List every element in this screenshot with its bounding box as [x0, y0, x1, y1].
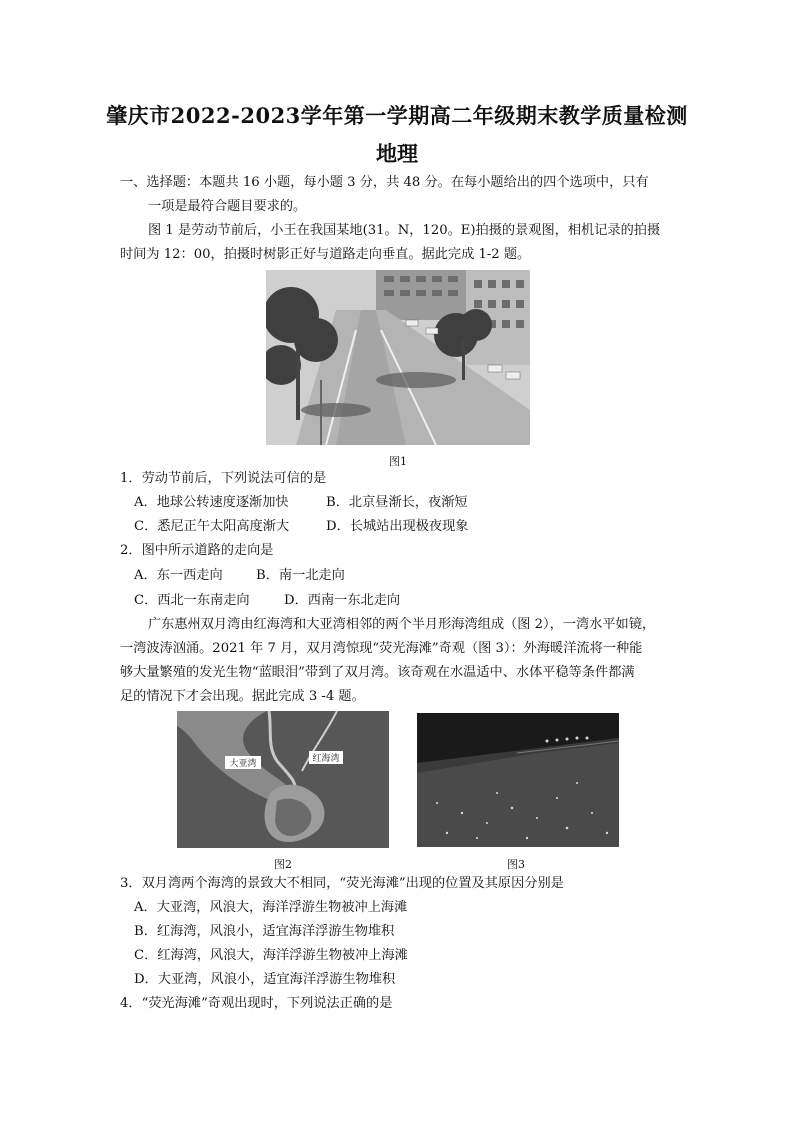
daya-bay-label: 大亚湾 [229, 759, 257, 769]
q1-option-c: C．悉尼正午太阳高度渐大 [134, 519, 290, 534]
q1-option-d: D．长城站出现极夜现象 [326, 519, 469, 534]
q2-option-c: C．西北一东南走向 [134, 593, 250, 608]
figure2-caption: 图2 [274, 858, 292, 871]
q2-option-b: B．南一北走向 [256, 568, 345, 583]
stem2-line1: 广东惠州双月湾由红海湾和大亚湾相邻的两个半月形海湾组成（图 2），一湾水平如镜， [148, 617, 656, 632]
q4-stem: 4．“荧光海滩”奇观出现时，下列说法正确的是 [120, 996, 393, 1011]
stem2-line4: 足的情况下才会出现。据此完成 3 -4 题。 [120, 689, 365, 704]
figure1-caption: 图1 [389, 455, 407, 468]
q1-option-a: A．地球公转速度逐渐加快 [134, 495, 289, 510]
q3-stem: 3．双月湾两个海湾的景致大不相同，“荧光海滩”出现的位置及其原因分别是 [120, 876, 564, 891]
q1-stem: 1．劳动节前后，下列说法可信的是 [120, 471, 327, 486]
q3-option-d: D．大亚湾，风浪小，适宜海洋浮游生物堆积 [134, 972, 396, 987]
stem2-line2: 一湾波涛汹涌。2021 年 7 月，双月湾惊现“荧光海滩”奇观（图 3）：外海暖洋流将一种能 [120, 641, 643, 656]
figure1-street-photo [266, 270, 530, 445]
figure2-satellite-map [177, 711, 389, 848]
q2-option-a: A．东一西走向 [134, 568, 223, 583]
figure3-caption: 图3 [507, 858, 525, 871]
q1-option-b: B．北京昼渐长，夜渐短 [326, 495, 468, 510]
q2-stem: 2．图中所示道路的走向是 [120, 543, 274, 558]
honghai-bay-label: 红海湾 [312, 754, 340, 764]
subject-title: 地理 [376, 141, 418, 166]
figure3-glowing-beach-photo [417, 713, 619, 847]
q3-option-a: A．大亚湾，风浪大，海洋浮游生物被冲上海滩 [134, 900, 408, 915]
stem2-line3: 够大量繁殖的发光生物“蓝眼泪”带到了双月湾。该奇观在水温适中、水体平稳等条件都满 [120, 665, 635, 680]
q3-option-b: B．红海湾，风浪小，适宜海洋浮游生物堆积 [134, 924, 395, 939]
stem1-line1: 图 1 是劳动节前后，小王在我国某地(31。N，120。E)拍摄的景观图，相机记录的拍摄 [148, 223, 661, 238]
q3-option-c: C．红海湾，风浪大，海洋浮游生物被冲上海滩 [134, 948, 408, 963]
page-title: 肇庆市2022-2023学年第一学期高二年级期末教学质量检测 [106, 103, 688, 128]
q2-option-d: D．西南一东北走向 [284, 593, 401, 608]
section-heading-cont: 一项是最符合题目要求的。 [148, 199, 307, 214]
section-heading: 一、选择题：本题共 16 小题，每小题 3 分，共 48 分。在每小题给出的四个选项中，只有 [120, 175, 649, 190]
stem1-line2: 时间为 12：00，拍摄时树影正好与道路走向垂直。据此完成 1-2 题。 [120, 247, 531, 262]
